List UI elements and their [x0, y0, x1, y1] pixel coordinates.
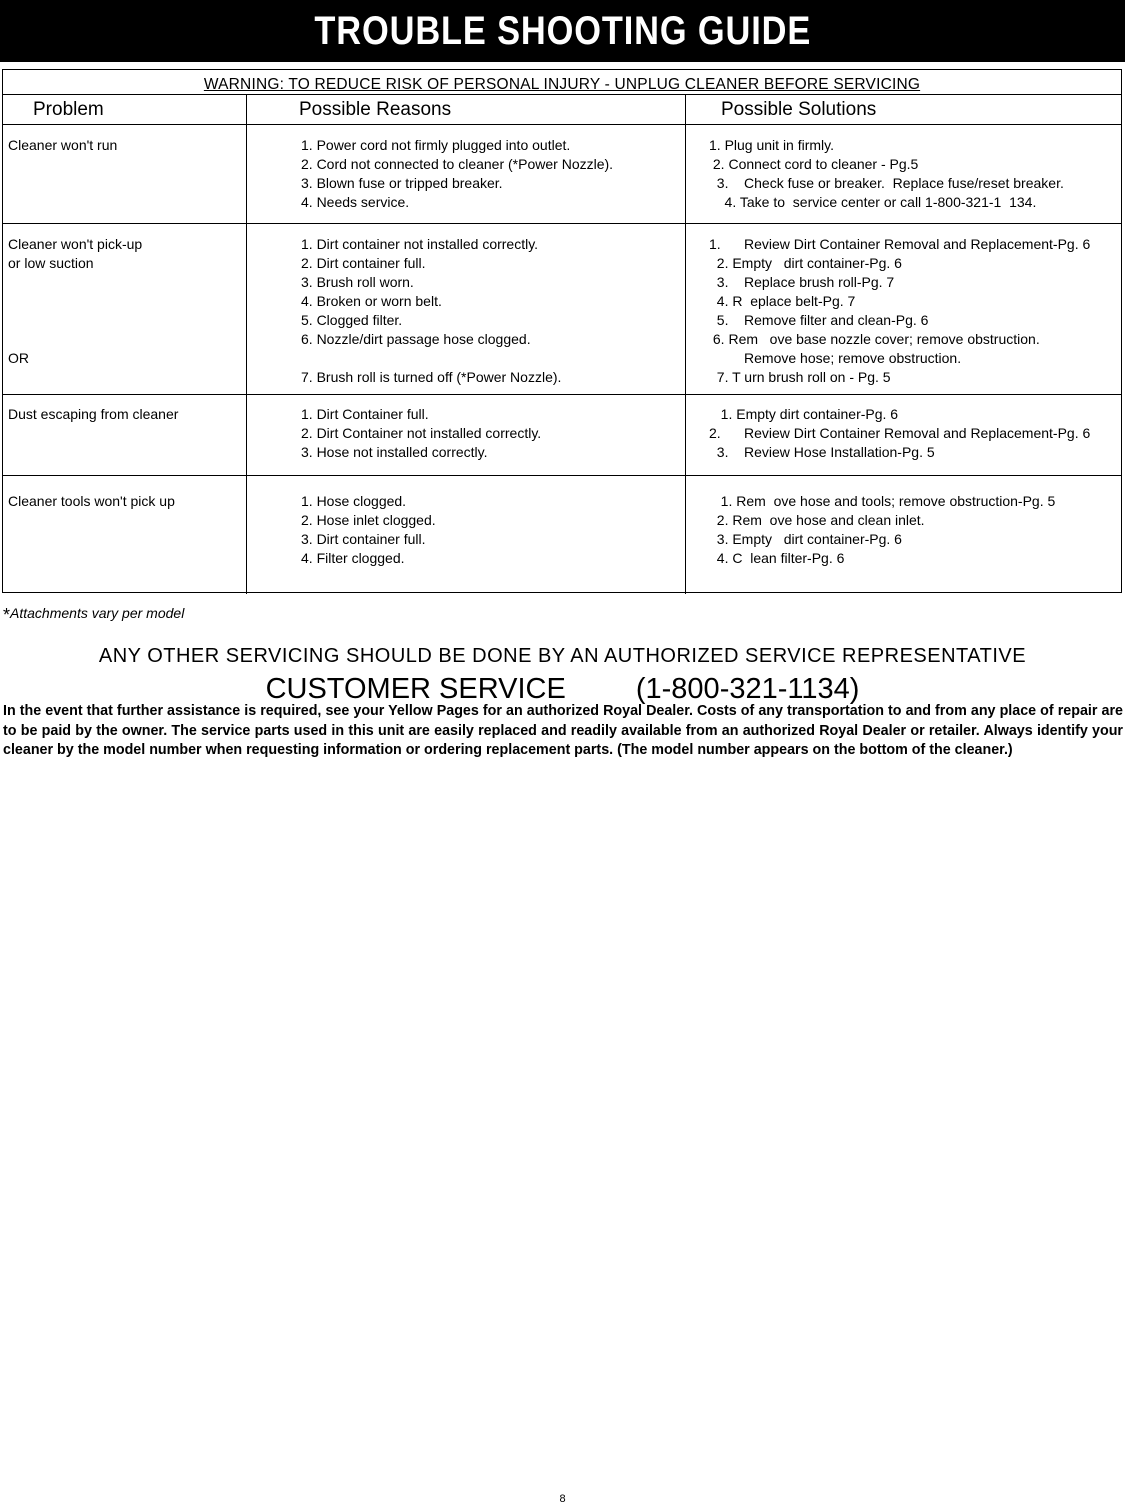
cell-line: 3. Empty dirt container-Pg. 6	[709, 531, 902, 547]
divider-header	[3, 124, 1121, 125]
footnote-text: Attachments vary per model	[10, 605, 185, 621]
cell-line: 3. Review Hose Installation-Pg. 5	[709, 444, 935, 460]
cell-line	[8, 292, 142, 311]
header-problem: Problem	[33, 99, 104, 120]
cell-line: 7. Brush roll is turned off (*Power Nozzle).	[301, 369, 562, 385]
cell-line: 3. Hose not installed correctly.	[301, 444, 488, 460]
problem-cell	[8, 405, 178, 424]
cell-line: 3. Brush roll worn.	[301, 274, 414, 290]
cell-line: 3. Blown fuse or tripped breaker.	[301, 175, 503, 191]
cell-line: 4. R eplace belt-Pg. 7	[709, 293, 856, 309]
cell-line: 1. Dirt Container full.	[301, 406, 429, 422]
divider-row-3	[3, 475, 1121, 476]
reasons-cell	[301, 235, 561, 387]
cell-line: Cleaner tools won't pick up	[8, 493, 175, 509]
customer-service-label: CUSTOMER SERVICE	[265, 673, 566, 705]
page-title: TROUBLE SHOOTING GUIDE	[0, 0, 1125, 62]
divider-row-2	[3, 394, 1121, 395]
cell-line: 3. Replace brush roll-Pg. 7	[709, 274, 895, 290]
cell-line: 2. Rem ove hose and clean inlet.	[709, 512, 925, 528]
divider-row-1	[3, 223, 1121, 224]
reasons-cell	[301, 492, 436, 568]
solutions-cell	[709, 492, 1055, 568]
reasons-cell	[301, 136, 613, 212]
troubleshooting-table	[2, 69, 1122, 593]
cell-line: 1. Review Dirt Container Removal and Replacement-Pg. 6	[709, 236, 1091, 252]
column-divider-2	[685, 94, 686, 594]
cell-line: 2. Empty dirt container-Pg. 6	[709, 255, 902, 271]
cell-line: Cleaner won't pick-up	[8, 236, 143, 252]
cell-line: 4. Take to service center or call 1-800-321-1 134.	[709, 194, 1037, 210]
warning-text: WARNING: TO REDUCE RISK OF PERSONAL INJURY - UNPLUG CLEANER BEFORE SERVICING	[203, 76, 921, 93]
header-solutions: Possible Solutions	[721, 99, 877, 120]
cell-line: 2. Review Dirt Container Removal and Replacement-Pg. 6	[709, 425, 1091, 441]
footnote	[3, 605, 184, 626]
header-reasons: Possible Reasons	[299, 99, 452, 120]
problem-cell	[8, 492, 175, 511]
cell-line: 2. Connect cord to cleaner - Pg.5	[709, 156, 919, 172]
problem-cell	[8, 235, 142, 368]
cell-line: 1. Power cord not firmly plugged into outlet.	[301, 137, 571, 153]
solutions-cell	[709, 405, 1090, 462]
cell-line: 2. Dirt Container not installed correctly.	[301, 425, 542, 441]
cell-line: 7. T urn brush roll on - Pg. 5	[709, 369, 891, 385]
cell-line: or low suction	[8, 255, 94, 271]
cell-line	[8, 330, 142, 349]
cell-line: 1. Rem ove hose and tools; remove obstruction-Pg. 5	[709, 493, 1056, 509]
cell-line: 2. Hose inlet clogged.	[301, 512, 436, 528]
cell-line	[8, 311, 142, 330]
cell-line: 4. Needs service.	[301, 194, 410, 210]
problem-cell	[8, 136, 117, 155]
cell-line: 6. Nozzle/dirt passage hose clogged.	[301, 331, 531, 347]
cell-line	[301, 349, 561, 368]
solutions-cell	[709, 136, 1064, 212]
cell-line: 4. Filter clogged.	[301, 550, 405, 566]
footnote-star: *	[3, 605, 11, 625]
cell-line: OR	[8, 350, 29, 366]
page-number: 8	[559, 1493, 566, 1505]
divider-warning	[3, 94, 1121, 95]
cell-line: Cleaner won't run	[8, 137, 118, 153]
cell-line: 6. Rem ove base nozzle cover; remove obstruction.	[709, 331, 1040, 347]
cell-line: 1. Hose clogged.	[301, 493, 407, 509]
assistance-paragraph: In the event that further assistance is required, see your Yellow Pages for an authorized Royal Dealer. Costs of any transportation to and from any place of repair are to be paid by the owner. The service parts used in this unit are easily replaced and readily available from an authorized Royal Dealer or retailer. Always identify your cleaner by the model number when requesting information or ordering replacement parts. (The model number appears on the bottom of the cleaner.)	[3, 703, 1123, 758]
other-servicing-notice: ANY OTHER SERVICING SHOULD BE DONE BY AN AUTHORIZED SERVICE REPRESENTATIVE	[98, 645, 1027, 667]
column-divider-1	[246, 94, 247, 594]
cell-line: 5. Remove filter and clean-Pg. 6	[709, 312, 929, 328]
cell-line: 4. C lean filter-Pg. 6	[709, 550, 845, 566]
cell-line: Remove hose; remove obstruction.	[709, 350, 962, 366]
cell-line: 1. Dirt container not installed correctly.	[301, 236, 539, 252]
cell-line: 4. Broken or worn belt.	[301, 293, 442, 309]
cell-line	[8, 273, 142, 292]
solutions-cell	[709, 235, 1090, 387]
cell-line: 5. Clogged filter.	[301, 312, 403, 328]
cell-line: 2. Cord not connected to cleaner (*Power Nozzle).	[301, 156, 614, 172]
customer-service-phone: (1-800-321-1134)	[635, 673, 860, 705]
cell-line: 1. Plug unit in firmly.	[709, 137, 835, 153]
reasons-cell	[301, 405, 541, 462]
cell-line: 1. Empty dirt container-Pg. 6	[709, 406, 899, 422]
cell-line: Dust escaping from cleaner	[8, 406, 179, 422]
cell-line: 3. Check fuse or breaker. Replace fuse/reset breaker.	[709, 175, 1064, 191]
cell-line: 3. Dirt container full.	[301, 531, 426, 547]
cell-line: 2. Dirt container full.	[301, 255, 426, 271]
